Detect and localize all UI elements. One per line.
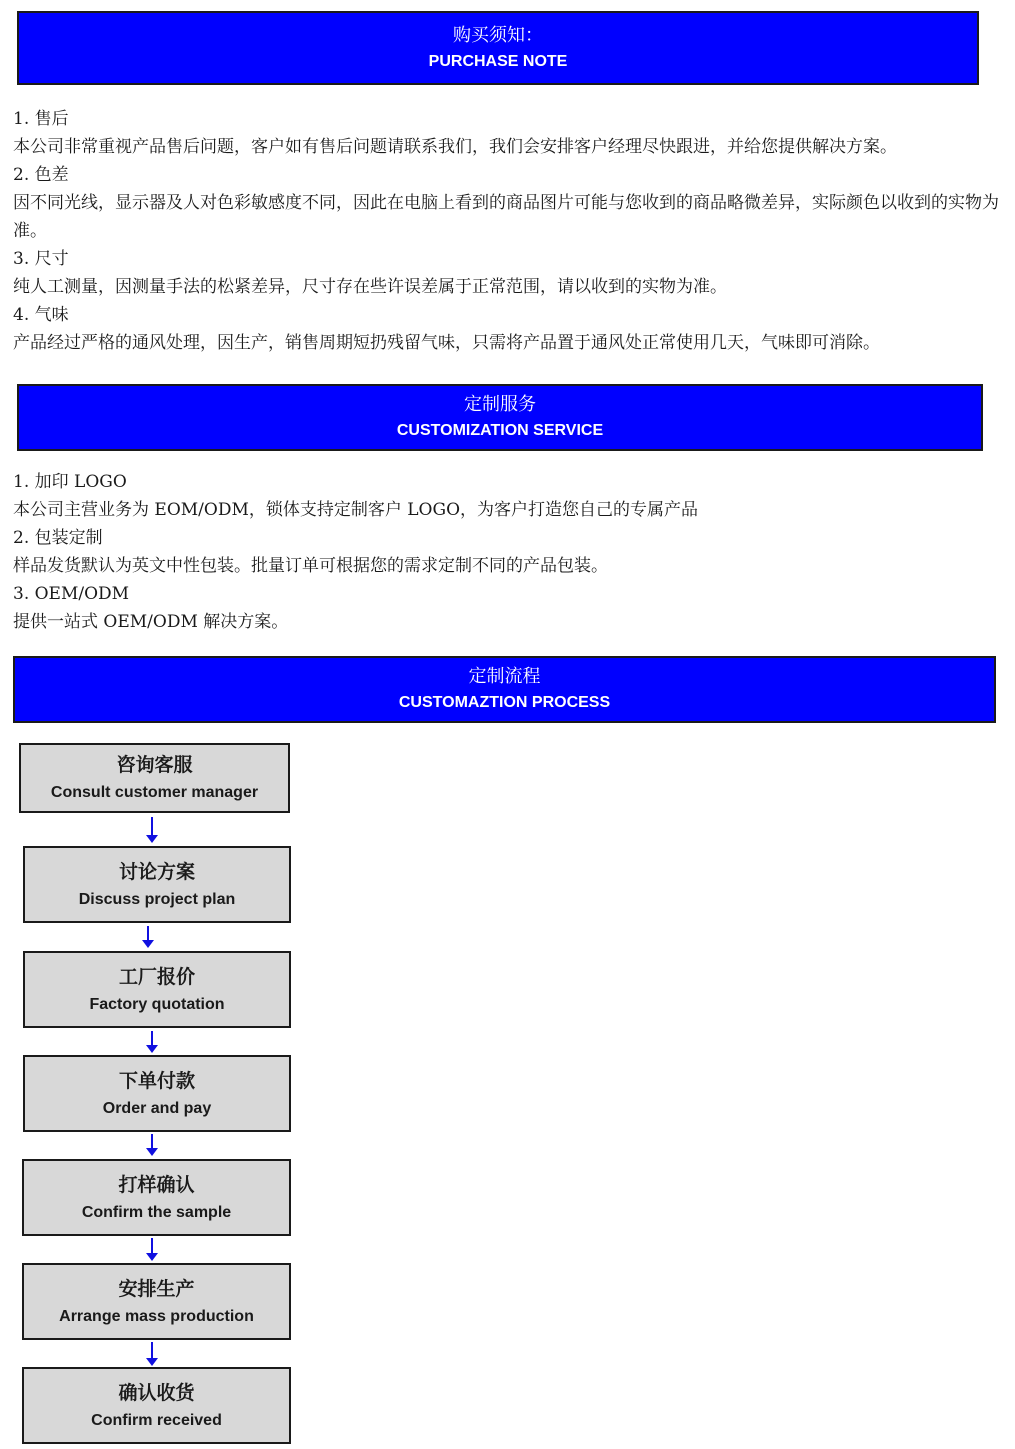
- process-step-received: [22, 1367, 291, 1444]
- step-title-zh: 确认收货: [118, 1381, 195, 1404]
- note-body-color-difference: 因不同光线，显示器及人对色彩敏感度不同，因此在电脑上看到的商品图片可能与您收到的商品略微差异，实际颜色以收到的实物为准。: [13, 193, 999, 241]
- step-title-en: Order and pay: [102, 1099, 212, 1117]
- customization-process-title-zh: 定制流程: [468, 666, 541, 687]
- purchase-note-title-zh: 购买须知：: [453, 24, 543, 46]
- note-heading-color-difference: 2. 色差: [13, 165, 69, 185]
- service-body-packaging: 样品发货默认为英文中性包装。批量订单可根据您的需求定制不同的产品包装。: [13, 556, 608, 576]
- customization-service-title-zh: 定制服务: [464, 394, 536, 415]
- step-title-en: Factory quotation: [89, 995, 225, 1013]
- note-body-odor: 产品经过严格的通风处理，因生产，销售周期短扔残留气味，只需将产品置于通风处正常使用几天，气味即可消除。: [13, 333, 880, 353]
- step-title-zh: 下单付款: [118, 1069, 195, 1092]
- step-title-en: Consult customer manager: [50, 784, 259, 801]
- step-title-en: Discuss project plan: [78, 890, 236, 908]
- note-heading-odor: 4. 气味: [13, 305, 69, 325]
- step-title-zh: 咨询客服: [116, 754, 193, 776]
- arrow-down-icon: [146, 1342, 158, 1366]
- step-title-en: Arrange mass production: [59, 1307, 254, 1325]
- process-step-sample: [22, 1159, 291, 1236]
- note-heading-size: 3. 尺寸: [13, 249, 69, 269]
- note-body-size: 纯人工测量，因测量手法的松紧差异，尺寸存在些许误差属于正常范围，请以收到的实物为准。: [13, 277, 727, 297]
- arrow-down-icon: [146, 817, 158, 843]
- customization-service-banner: [17, 384, 983, 451]
- arrow-down-icon: [146, 1238, 158, 1261]
- step-title-en: Confirm received: [91, 1411, 222, 1429]
- customization-process-banner: [13, 656, 996, 723]
- purchase-note-banner: [17, 11, 979, 85]
- arrow-down-icon: [146, 1031, 158, 1053]
- service-heading-logo: 1. 加印 LOGO: [13, 472, 127, 492]
- arrow-down-icon: [142, 926, 154, 948]
- step-title-zh: 讨论方案: [118, 860, 195, 883]
- step-title-zh: 工厂报价: [118, 965, 195, 988]
- customization-service-section: [13, 468, 1003, 636]
- customization-service-title-en: CUSTOMIZATION SERVICE: [396, 422, 604, 439]
- process-step-production: [22, 1263, 291, 1340]
- step-title-zh: 打样确认: [118, 1173, 195, 1196]
- service-body-oem-odm: 提供一站式 OEM/ODM 解决方案。: [13, 612, 289, 632]
- note-body-after-sales: 本公司非常重视产品售后问题，客户如有售后问题请联系我们，我们会安排客户经理尽快跟进，并给您提供解决方案。: [13, 137, 897, 157]
- process-step-order-pay: [23, 1055, 291, 1132]
- arrow-down-icon: [146, 1134, 158, 1156]
- step-title-en: Confirm the sample: [81, 1203, 232, 1221]
- customization-process-title-en: CUSTOMAZTION PROCESS: [398, 694, 611, 711]
- note-heading-after-sales: 1. 售后: [13, 109, 69, 129]
- purchase-note-section: [13, 105, 1003, 357]
- service-body-logo: 本公司主营业务为 EOM/ODM，锁体支持定制客户 LOGO，为客户打造您自己的专属产品: [13, 500, 699, 520]
- service-heading-oem-odm: 3. OEM/ODM: [13, 584, 130, 604]
- process-step-consult: [19, 743, 290, 813]
- service-heading-packaging: 2. 包装定制: [13, 528, 103, 548]
- process-step-discuss: [23, 846, 291, 923]
- step-title-zh: 安排生产: [118, 1277, 195, 1300]
- process-step-quotation: [23, 951, 291, 1028]
- purchase-note-title-en: PURCHASE NOTE: [428, 52, 568, 70]
